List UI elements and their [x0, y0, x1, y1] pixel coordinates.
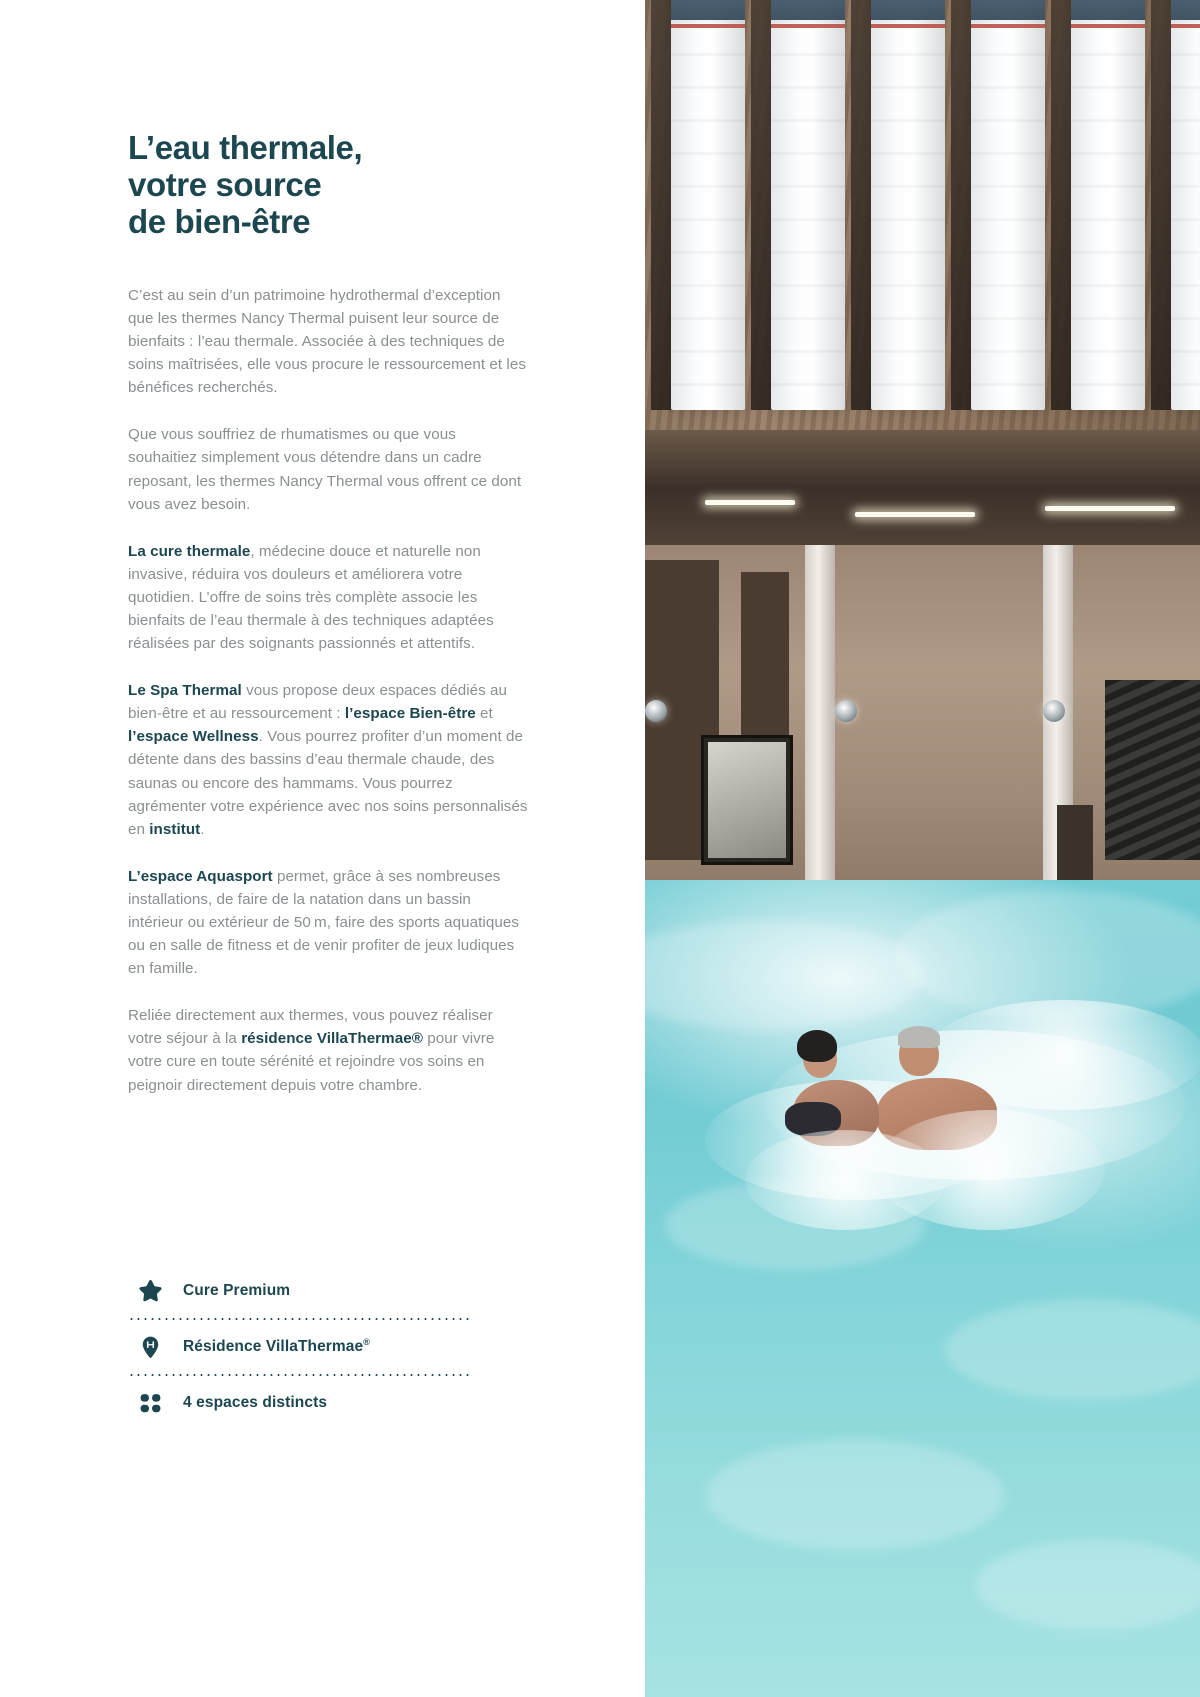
column-shading	[771, 0, 845, 410]
paragraph-residence	[128, 1004, 528, 1096]
espace-bien-etre-term: l’espace Bien-être	[344, 705, 476, 723]
white-column	[1171, 0, 1200, 410]
paragraph-intro: C’est au sein d’un patrimoine hydrothermal d’exception que les thermes Nancy Thermal puisent leur source de bienfaits : l’eau thermale. Associée à des techniques de soins maîtrisées, elle vous procure le ressourcement et les bénéfices recherchés.	[128, 286, 526, 397]
paragraph-rhumatismes: Que vous souffriez de rhumatismes ou que vous souhaitiez simplement vous détendre dans un cadre reposant, les thermes Nancy Thermal vous offrent ce dont vous avez besoin.	[128, 426, 522, 513]
feature-separator-2	[128, 1374, 473, 1376]
ceiling-light-strip	[705, 500, 795, 505]
column-shading	[671, 0, 745, 410]
feature-label-espaces-distincts: 4 espaces distincts	[183, 1394, 328, 1411]
feature-item-residence-villathermae	[128, 1324, 473, 1370]
residence-text-start: Reliée directement aux thermes, vous pouvez réaliser votre séjour à la	[128, 1007, 493, 1048]
wall-fixture	[1057, 805, 1093, 890]
column-shading	[1171, 0, 1200, 410]
paragraph-spa-thermal	[128, 679, 528, 841]
column-shading	[1071, 0, 1145, 410]
wall-pillar	[805, 545, 835, 900]
cure-thermale-text: , médecine douce et naturelle non invasive, réduira vos douleurs et améliorera votre quotidien. L’offre de soins très complète associe les bienfaits de l’eau thermale à des techniques adaptées réalisées par des soignants passionnés et attentifs.	[128, 542, 494, 653]
white-column	[771, 0, 845, 410]
paragraph-aquasport	[128, 865, 528, 980]
spa-thermal-text-end: .	[200, 820, 205, 838]
photo-column	[645, 0, 1200, 1697]
water-foam-splash	[745, 1130, 945, 1230]
paragraph-cure-thermale	[128, 540, 528, 655]
four-squares-icon	[135, 1388, 165, 1418]
white-column	[671, 0, 745, 410]
swimmer-man-hair	[898, 1026, 940, 1048]
residence-villathermae-term: résidence VillaThermae®	[241, 1030, 423, 1048]
spa-thermal-text-2: et	[475, 705, 493, 723]
registered-trademark-symbol: ®	[363, 1337, 370, 1348]
white-column	[1071, 0, 1145, 410]
white-column	[871, 0, 945, 410]
feature-list	[128, 1268, 473, 1426]
column-shading	[971, 0, 1045, 410]
swimmer-woman-hair	[797, 1030, 837, 1062]
espace-aquasport-term: L’espace Aquasport	[128, 867, 273, 885]
wall-lamp	[645, 700, 667, 722]
body-copy	[128, 284, 528, 1097]
star-icon	[135, 1276, 165, 1306]
feature-label-residence-villathermae	[183, 1337, 370, 1356]
mezzanine-band	[645, 430, 1200, 560]
wall-lamp	[835, 700, 857, 722]
door-glass-pane	[708, 742, 786, 858]
aquasport-text: permet, grâce à ses nombreuses installations, de faire de la natation dans un bassin intérieur ou extérieur de 50 m, faire des sports aquatiques ou en salle de fitness et de venir profiter de jeux ludiques en famille.	[128, 867, 519, 978]
page-title-line-1: L’eau thermale,	[128, 129, 363, 166]
page-title-line-3: de bien-être	[128, 202, 311, 240]
location-pin-icon	[135, 1332, 165, 1362]
feature-item-espaces-distincts	[128, 1380, 473, 1426]
water-ripple	[975, 1540, 1200, 1630]
page-title-line-2: votre source	[128, 165, 322, 203]
thermal-building-interior-atrium-photo	[645, 0, 1200, 900]
feature-item-cure-premium	[128, 1268, 473, 1314]
cure-thermale-term: La cure thermale	[128, 542, 251, 560]
espace-wellness-term: l’espace Wellness	[128, 728, 259, 746]
institut-term: institut	[149, 820, 201, 838]
page-title	[128, 130, 528, 241]
water-ripple	[705, 1440, 1005, 1550]
glass-door	[701, 735, 793, 865]
feature-label-residence-text: Résidence VillaThermae	[183, 1338, 364, 1356]
column-shading	[871, 0, 945, 410]
staircase	[1105, 680, 1200, 860]
spa-thermal-text-1: vous propose deux espaces dédiés au bien-être et au ressourcement :	[128, 682, 508, 723]
couple-in-thermal-pool-photo	[645, 880, 1200, 1697]
wall-lamp	[1043, 700, 1065, 722]
spa-thermal-term: Le Spa Thermal	[128, 682, 242, 700]
feature-label-cure-premium: Cure Premium	[183, 1282, 291, 1299]
feature-separator-1	[128, 1318, 473, 1320]
white-column	[971, 0, 1045, 410]
residence-text-end: pour vivre votre cure en toute sérénité et rejoindre vos soins en peignoir directement depuis votre chambre.	[128, 1030, 495, 1094]
ceiling-light-strip	[855, 512, 975, 517]
spa-thermal-text-3: . Vous pourrez profiter d’un moment de détente dans des bassins d’eau thermale chaude, des saunas ou encore des hammams. Vous pourrez agrémenter votre expérience avec nos soins personnalisés en	[128, 728, 528, 838]
ceiling-light-strip	[1045, 506, 1175, 511]
